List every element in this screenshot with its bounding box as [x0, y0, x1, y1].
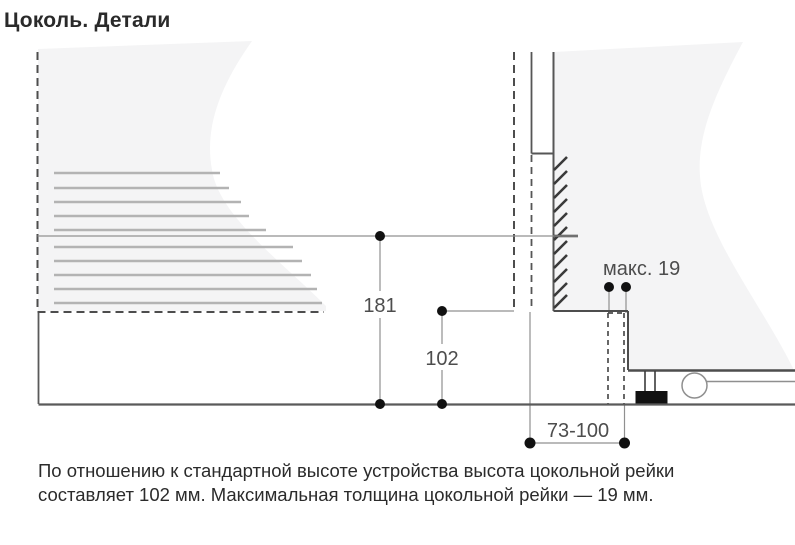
page-title: Цоколь. Детали: [4, 9, 171, 32]
dimension-102-label: 102: [425, 348, 459, 370]
cabinet-side-panel: [532, 52, 554, 311]
dimension-181: [357, 231, 403, 409]
caption-line-2: составляет 102 мм. Максимальная толщина цокольной рейки — 19 мм.: [38, 484, 654, 505]
leveling-foot: [636, 371, 668, 405]
appliance-body-right-fill: [554, 42, 793, 370]
dimension-181-label: 181: [363, 295, 397, 317]
caption-line-1: По отношению к стандартной высоте устройства высота цокольной рейки: [38, 460, 675, 481]
dimension-73-100-label: 73-100: [546, 420, 610, 442]
dimension-102: [419, 306, 465, 409]
dimension-max-19-label: макс. 19: [603, 258, 681, 280]
dimension-73-100: [525, 420, 631, 449]
plinth-board-dashed: [608, 313, 624, 404]
transport-wheel: [682, 373, 795, 398]
appliance-body-left-fill: [38, 41, 326, 311]
caption-text: [38, 459, 674, 507]
